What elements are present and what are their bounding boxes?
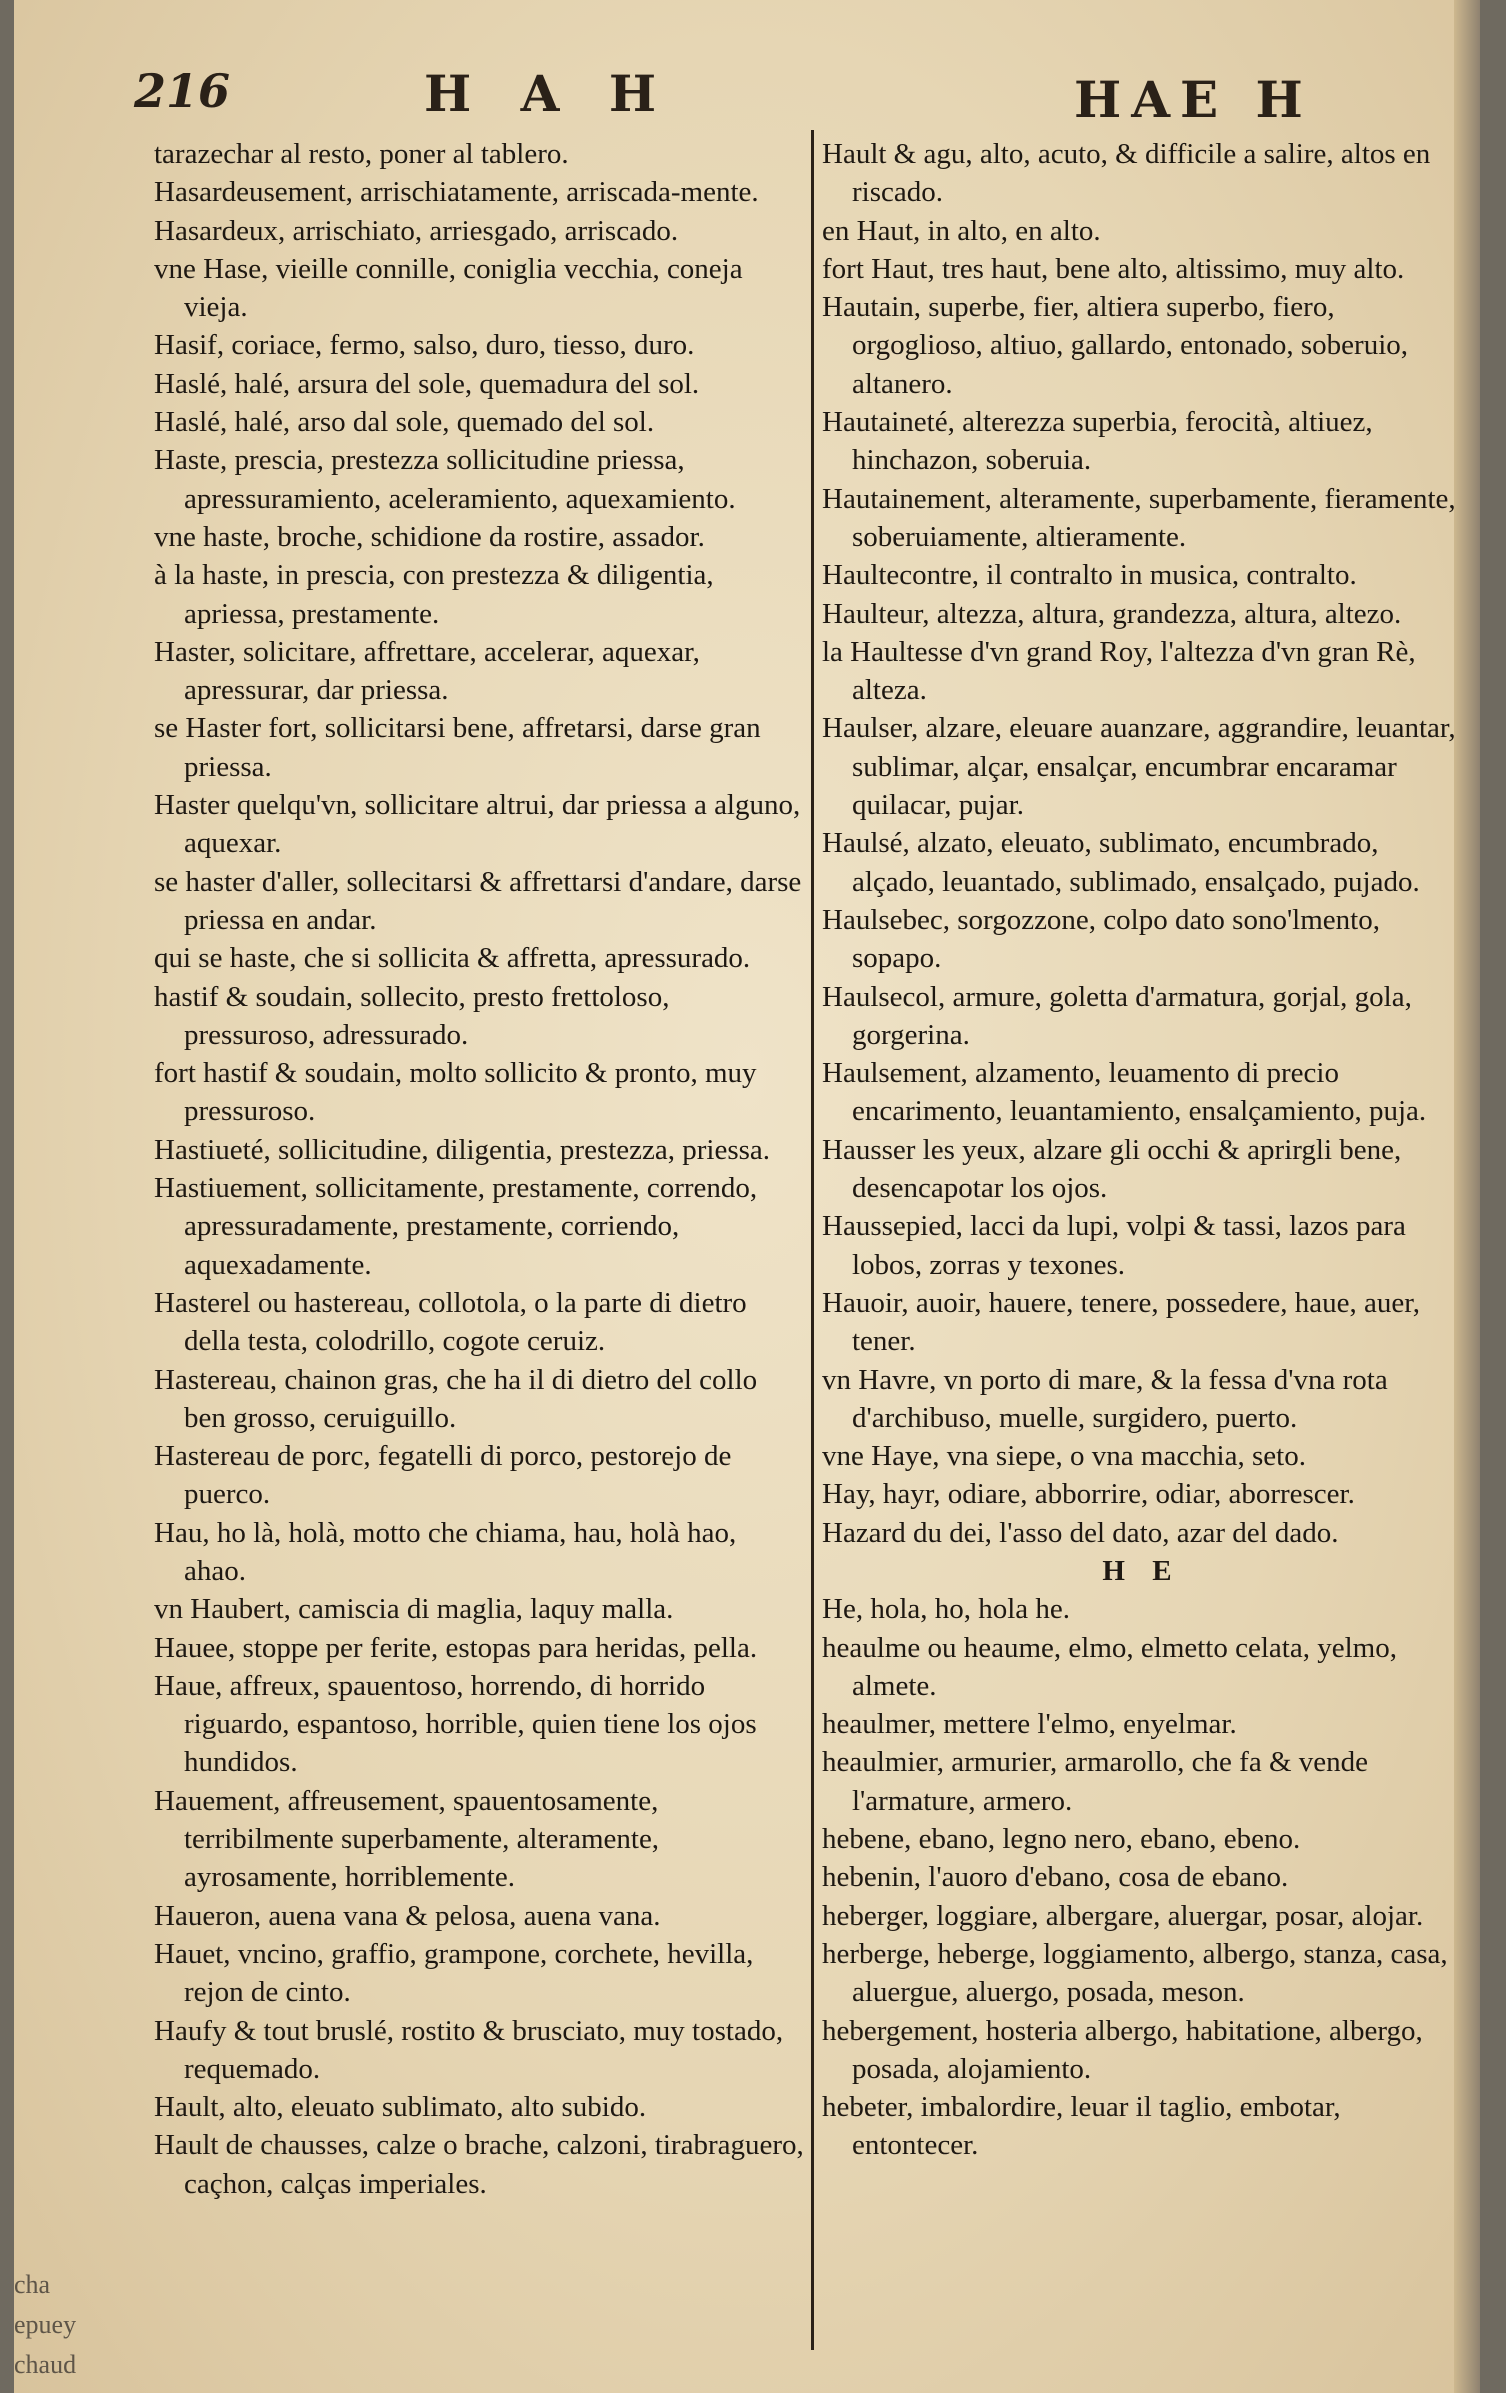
dictionary-entry: vne Haye, vna siepe, o vna macchia, seto. [822,1440,1306,1473]
dictionary-entry: qui se haste, che si sollicita & affretta, apressurado. [154,942,751,975]
running-head-left: H A H [424,64,673,123]
dictionary-entry: Haufy & tout bruslé, rostito & brusciato, muy tostado, requemado. [154,2014,784,2085]
dictionary-entry: heaulmer, mettere l'elmo, enyelmar. [822,1708,1237,1741]
dictionary-entry: Haste, prescia, prestezza sollicitudine priessa, apressuramiento, aceleramiento, aquexamiento. [154,444,736,515]
dictionary-entry: hebenin, l'auoro d'ebano, cosa de ebano. [822,1861,1289,1894]
dictionary-entry: Haultecontre, il contralto in musica, contralto. [822,559,1357,592]
dictionary-entry: Hauement, affreusement, spauentosamente, terribilmente superbamente, alteramente, ayrosamente, horriblemente. [154,1784,660,1894]
left-column [154,135,804,2203]
dictionary-entry: Haulteur, altezza, altura, grandezza, altura, altezo. [822,597,1402,630]
dictionary-entry: Haster quelqu'vn, sollicitare altrui, dar priessa a alguno, aquexar. [154,789,801,860]
dictionary-entry: Hastiuement, sollicitamente, prestamente, correndo, apressuradamente, prestamente, corriendo, aquexadamente. [154,1172,758,1281]
dictionary-entry: hastif & soudain, sollecito, presto frettoloso, pressuroso, adressurado. [154,980,670,1051]
dictionary-entry: Hau, ho là, holà, motto che chiama, hau, holà hao, ahao. [154,1516,737,1587]
margin-fragment: cha [14,2270,51,2299]
dictionary-entry: Haslé, halé, arso dal sole, quemado del sol. [154,406,655,439]
book-page [14,0,1480,2393]
dictionary-entry: vne Hase, vieille connille, coniglia vecchia, coneja vieja. [154,252,743,324]
dictionary-entry: Hault & agu, alto, acuto, & difficile a salire, altos en riscado. [822,138,1431,209]
dictionary-entry: Hauee, stoppe per ferite, estopas para heridas, pella. [154,1631,758,1664]
section-heading-he: H E [1102,1554,1182,1587]
margin-fragment: chaud [14,2350,77,2379]
dictionary-entry: heaulme ou heaume, elmo, elmetto celata, yelmo, almete. [822,1631,1397,1702]
dictionary-entry: Hazard du dei, l'asso del dato, azar del dado. [822,1516,1339,1549]
dictionary-entry: Haulsecol, armure, goletta d'armatura, gorjal, gola, gorgerina. [822,980,1412,1051]
dictionary-entry: herberge, heberge, loggiamento, albergo, stanza, casa, aluergue, aluergo, posada, meson. [822,1937,1448,2009]
running-head-right: HAE H [1074,70,1313,129]
dictionary-entry: Haue, affreux, spauentoso, horrendo, di horrido riguardo, espantoso, horrible, quien tiene los ojos hundidos. [154,1669,757,1779]
dictionary-entry: vne haste, broche, schidione da rostire, assador. [154,520,705,553]
dictionary-entry: vn Havre, vn porto di mare, & la fessa d'vna rota d'archibuso, muelle, surgidero, puerto. [822,1363,1388,1434]
dictionary-entry: la Haultesse d'vn grand Roy, l'altezza d'vn gran Rè, alteza. [822,635,1416,707]
dictionary-entry: Hauet, vncino, graffio, grampone, corchete, hevilla, rejon de cinto. [154,1937,754,2009]
dictionary-entry: heaulmier, armurier, armarollo, che fa & vende l'armature, armero. [822,1746,1369,1817]
dictionary-entry: hebergement, hosteria albergo, habitatione, albergo, posada, alojamiento. [822,2014,1423,2085]
page-header [134,64,1474,134]
dictionary-entry: Hasardeux, arrischiato, arriesgado, arriscado. [154,214,679,247]
dictionary-entry: Hault, alto, eleuato sublimato, alto subido. [154,2091,647,2124]
dictionary-entry: He, hola, ho, hola he. [822,1593,1071,1626]
dictionary-entry: Haulsé, alzato, eleuato, sublimato, encumbrado, alçado, leuantado, sublimado, ensalçado, pujado. [822,827,1420,898]
dictionary-entry: Hautain, superbe, fier, altiera superbo, fiero, orgoglioso, altiuo, gallardo, entonado, soberuio, altanero. [822,291,1409,400]
column-rule [811,130,814,2350]
dictionary-entry: hebeter, imbalordire, leuar il taglio, embotar, entontecer. [822,2091,1341,2162]
page-number: 216 [134,64,231,118]
dictionary-entry: Hault de chausses, calze o brache, calzoni, tirabraguero, caçhon, calças imperiales. [154,2129,804,2200]
dictionary-entry: Haster, solicitare, affrettare, accelerar, aquexar, apressurar, dar priessa. [154,635,700,707]
dictionary-entry: Haussepied, lacci da lupi, volpi & tassi, lazos para lobos, zorras y texones. [822,1210,1406,1281]
dictionary-entry: à la haste, in prescia, con prestezza & diligentia, apriessa, prestamente. [154,559,714,630]
dictionary-entry: tarazechar al resto, poner al tablero. [154,138,569,170]
dictionary-entry: Hauoir, auoir, hauere, tenere, possedere, haue, auer, tener. [822,1286,1420,1358]
dictionary-entry: fort hastif & soudain, molto sollicito & pronto, muy pressuroso. [154,1057,757,1128]
dictionary-entry: Hautainement, alteramente, superbamente, fieramente, soberuiamente, altieramente. [822,482,1456,553]
dictionary-entry: Haulser, alzare, eleuare auanzare, aggrandire, leuantar, sublimar, alçar, ensalçar, encumbrar encaramar quilacar, pujar. [822,712,1456,822]
dictionary-entry: se Haster fort, sollicitarsi bene, affretarsi, darse gran priessa. [154,712,761,783]
dictionary-entry: fort Haut, tres haut, bene alto, altissimo, muy alto. [822,252,1405,285]
dictionary-entry: en Haut, in alto, en alto. [822,214,1101,247]
dictionary-entry: vn Haubert, camiscia di maglia, laquy malla. [154,1593,674,1626]
dictionary-entry: Haulsement, alzamento, leuamento di precio encarimento, leuantamiento, ensalçamiento, puja. [822,1057,1427,1128]
dictionary-entry: hebene, ebano, legno nero, ebano, ebeno. [822,1823,1301,1856]
dictionary-entry: Hasif, coriace, fermo, salso, duro, tiesso, duro. [154,329,695,362]
dictionary-entry: Hautaineté, alterezza superbia, ferocità, altiuez, hinchazon, soberuia. [822,406,1373,477]
right-column [822,135,1462,2165]
dictionary-entry: Hastereau, chainon gras, che ha il di dietro del collo ben grosso, ceruiguillo. [154,1363,758,1434]
dictionary-entry: Haueron, auena vana & pelosa, auena vana. [154,1899,661,1932]
dictionary-entry: Haslé, halé, arsura del sole, quemadura del sol. [154,367,700,400]
dictionary-entry: Hasterel ou hastereau, collotola, o la parte di dietro della testa, colodrillo, cogote ceruiz. [154,1286,747,1358]
dictionary-entry: Hay, hayr, odiare, abborrire, odiar, aborrescer. [822,1478,1355,1511]
margin-fragment: epuey [14,2310,77,2339]
dictionary-entry: Haulsebec, sorgozzone, colpo dato sono'lmento, sopapo. [822,903,1380,975]
dictionary-entry: se haster d'aller, sollecitarsi & affrettarsi d'andare, darse priessa en andar. [154,865,802,936]
dictionary-entry: Hastereau de porc, fegatelli di porco, pestorejo de puerco. [154,1440,732,1511]
dictionary-entry: Hausser les yeux, alzare gli occhi & aprirgli bene, desencapotar los ojos. [822,1133,1402,1205]
dictionary-entry: heberger, loggiare, albergare, aluergar, posar, alojar. [822,1899,1424,1932]
dictionary-entry: Hastiueté, sollicitudine, diligentia, prestezza, priessa. [154,1133,771,1166]
dictionary-entry: Hasardeusement, arrischiatamente, arriscada-mente. [154,176,759,209]
